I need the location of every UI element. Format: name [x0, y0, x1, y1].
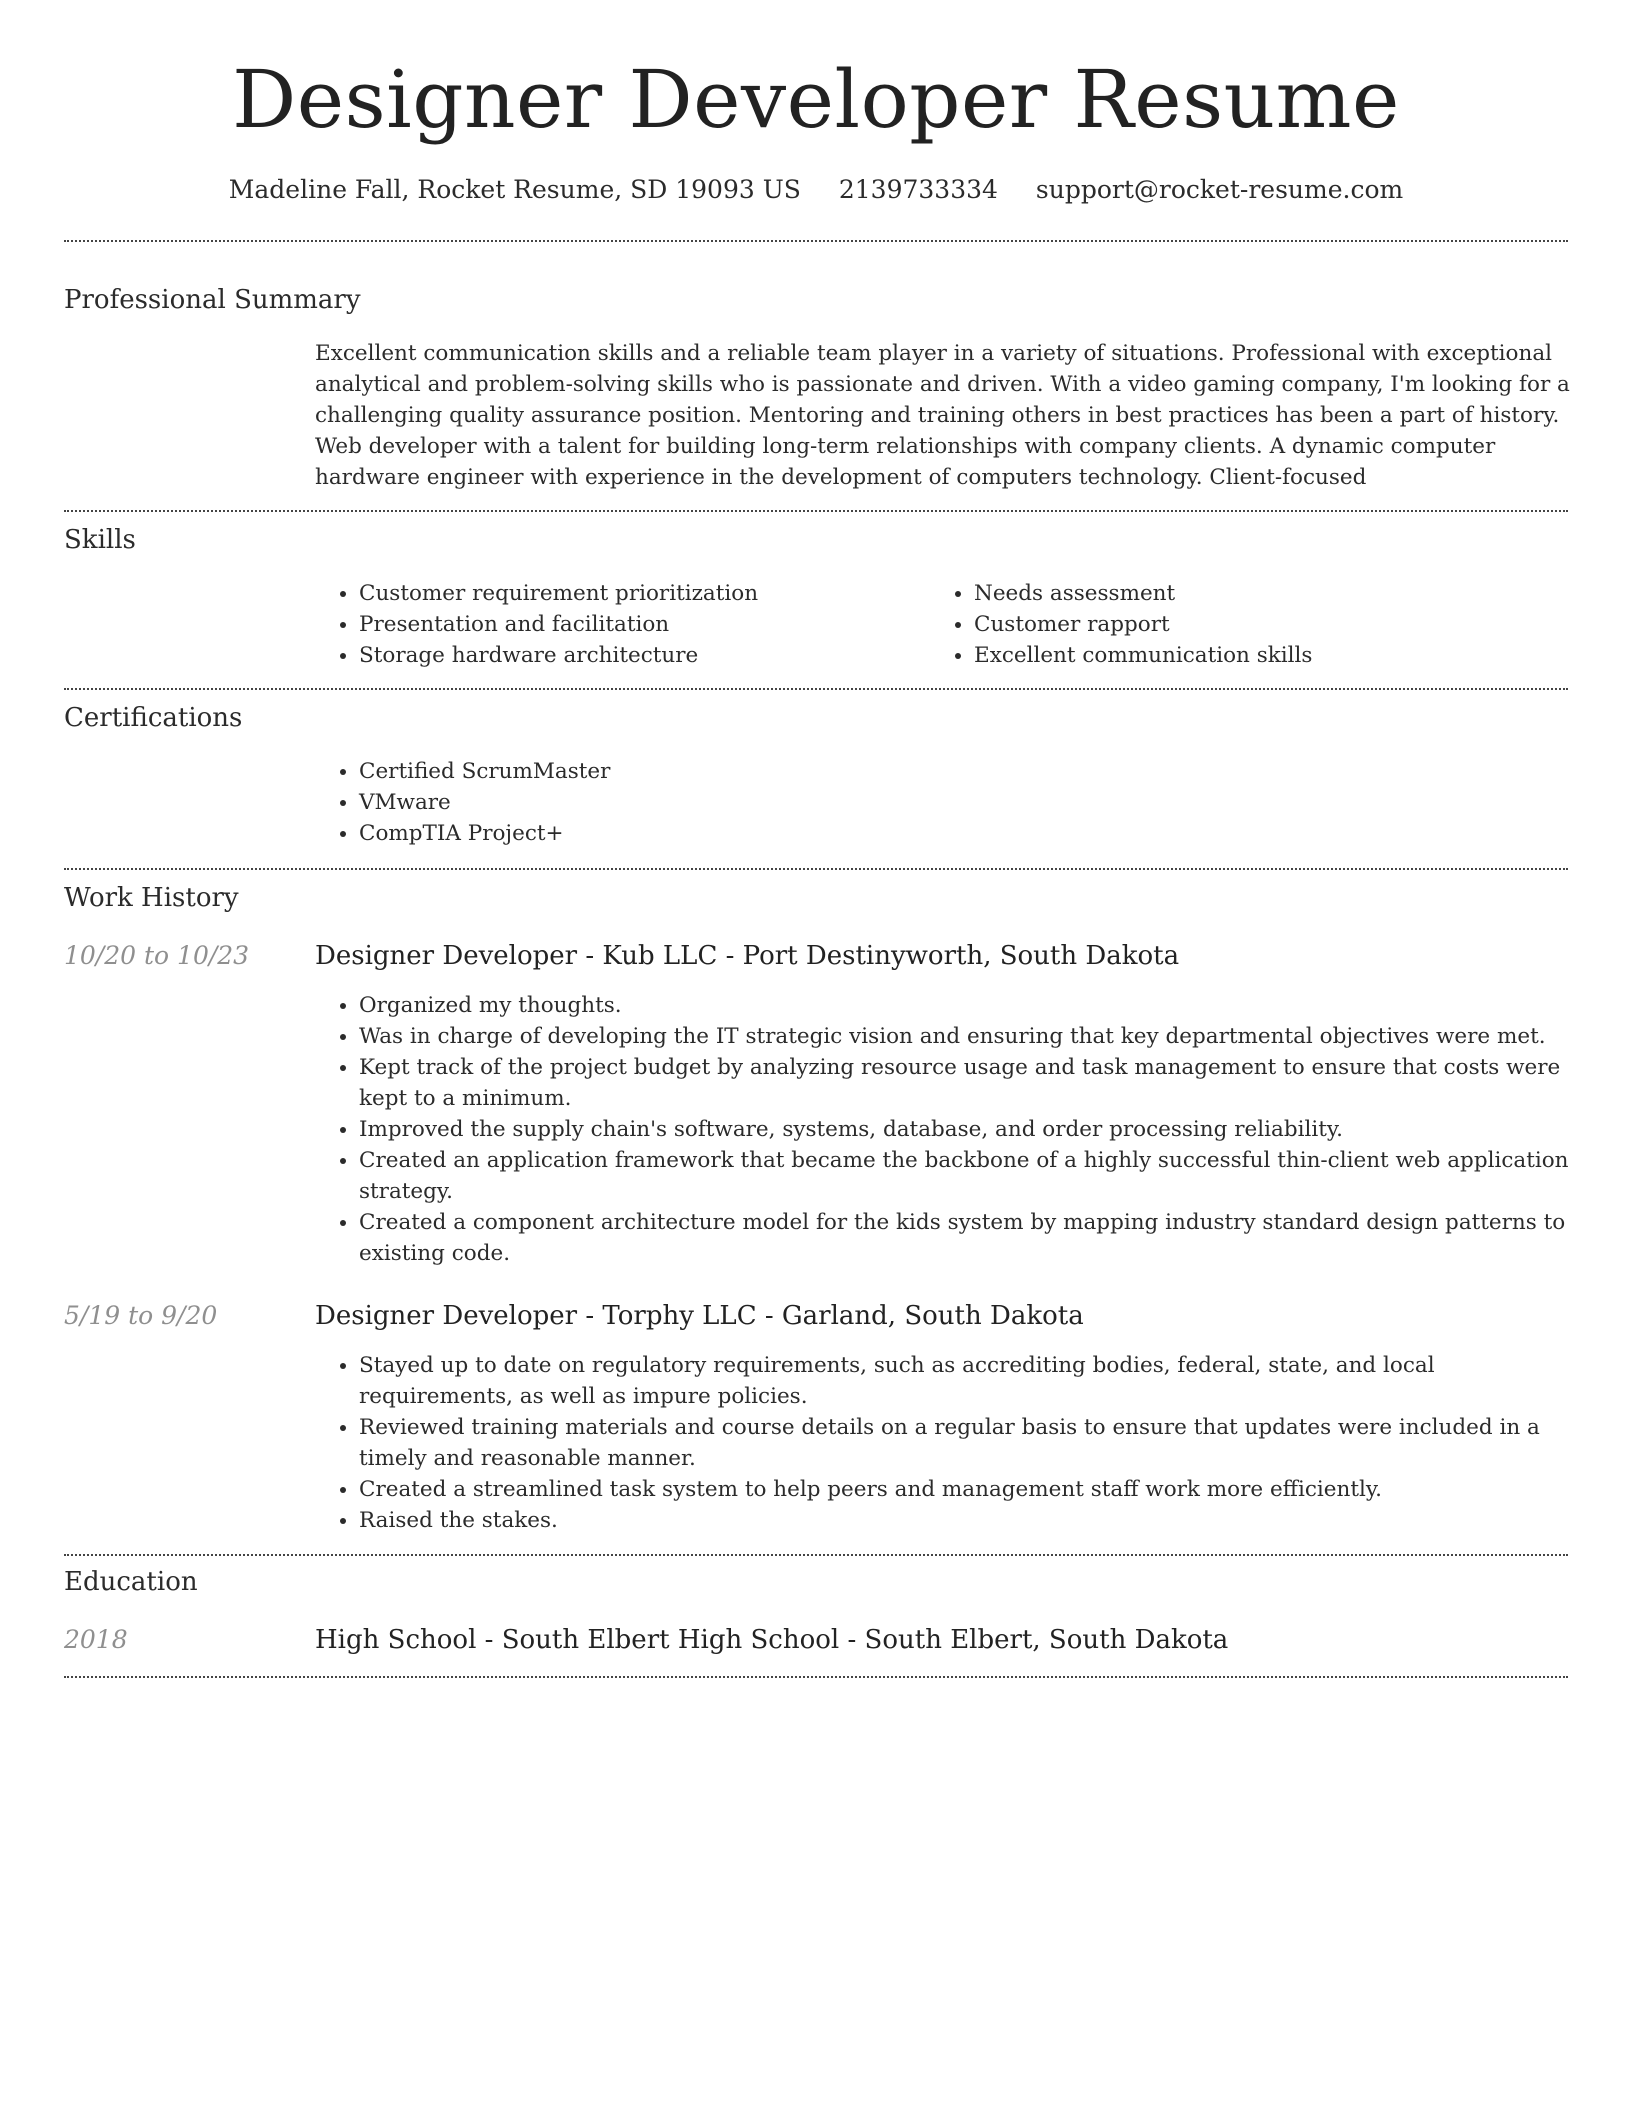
- list-item: • Customer requirement prioritization: [359, 578, 919, 609]
- skills-list-left: [315, 578, 919, 671]
- list-item: • Raised the stakes.: [359, 1505, 1569, 1536]
- divider-work: [64, 1554, 1568, 1556]
- list-item: • Created a streamlined task system to help peers and management staff work more efficiently.: [359, 1474, 1569, 1505]
- list-item: • Storage hardware architecture: [359, 640, 919, 671]
- job-title: Designer Developer - Torphy LLC - Garland, South Dakota: [315, 1301, 1084, 1331]
- list-item: • Created a component architecture model for the kids system by mapping industry standard design patterns to existing code.: [359, 1207, 1569, 1269]
- list-item: • Kept track of the project budget by analyzing resource usage and task management to ensure that costs were kept to a minimum.: [359, 1052, 1569, 1114]
- list-item: • Excellent communication skills: [974, 640, 1574, 671]
- resume-title: Designer Developer Resume: [232, 53, 1400, 146]
- list-item: • Customer rapport: [974, 609, 1574, 640]
- work-heading: Work History: [64, 883, 239, 913]
- list-item: • Organized my thoughts.: [359, 990, 1569, 1021]
- skills-list-right: [930, 578, 1574, 671]
- list-item: • Created an application framework that became the backbone of a highly successful thin-client web application strategy.: [359, 1145, 1569, 1207]
- education-title: High School - South Elbert High School - South Elbert, South Dakota: [315, 1625, 1229, 1655]
- contact-email: support@rocket-resume.com: [1035, 175, 1404, 204]
- job-dates: 5/19 to 9/20: [64, 1301, 218, 1330]
- divider-education: [64, 1676, 1568, 1678]
- job-title: Designer Developer - Kub LLC - Port Destinyworth, South Dakota: [315, 941, 1180, 971]
- education-heading: Education: [64, 1567, 198, 1597]
- summary-text: Excellent communication skills and a reliable team player in a variety of situations. Professional with exceptional analytical and problem-solving skills who is passionate and driven. With a video gaming company, I'm looking for a challenging quality assurance position. Mentoring and training others in best practices has been a part of history. Web developer with a talent for building long-term relationships with company clients. A dynamic computer hardware engineer with experience in the development of computers technology. Client-focused: [315, 341, 1570, 490]
- job-bullets: [315, 990, 1569, 1269]
- divider-skills: [64, 688, 1568, 690]
- contact-phone: 2139733334: [838, 175, 998, 204]
- summary-heading: Professional Summary: [64, 285, 361, 315]
- list-item: • Improved the supply chain's software, systems, database, and order processing reliability.: [359, 1114, 1569, 1145]
- job-bullets: [315, 1350, 1569, 1536]
- list-item: • Presentation and facilitation: [359, 609, 919, 640]
- list-item: • Certified ScrumMaster: [359, 756, 1569, 787]
- list-item: • VMware: [359, 787, 1569, 818]
- contact-address: Madeline Fall, Rocket Resume, SD 19093 US: [228, 175, 801, 204]
- certifications-heading: Certifications: [64, 703, 243, 733]
- list-item: • Reviewed training materials and course details on a regular basis to ensure that updates were included in a timely and reasonable manner.: [359, 1412, 1569, 1474]
- list-item: • Was in charge of developing the IT strategic vision and ensuring that key departmental objectives were met.: [359, 1021, 1569, 1052]
- divider-header: [64, 240, 1568, 242]
- divider-summary: [64, 510, 1568, 512]
- education-year: 2018: [64, 1625, 128, 1654]
- list-item: • Needs assessment: [974, 578, 1574, 609]
- contact-line: [0, 170, 1632, 210]
- list-item: • Stayed up to date on regulatory requirements, such as accrediting bodies, federal, state, and local requirements, as well as impure policies.: [359, 1350, 1569, 1412]
- job-dates: 10/20 to 10/23: [64, 941, 250, 970]
- skills-heading: Skills: [64, 525, 136, 555]
- list-item: • CompTIA Project+: [359, 818, 1569, 849]
- certifications-list: [315, 756, 1569, 849]
- divider-certifications: [64, 868, 1568, 870]
